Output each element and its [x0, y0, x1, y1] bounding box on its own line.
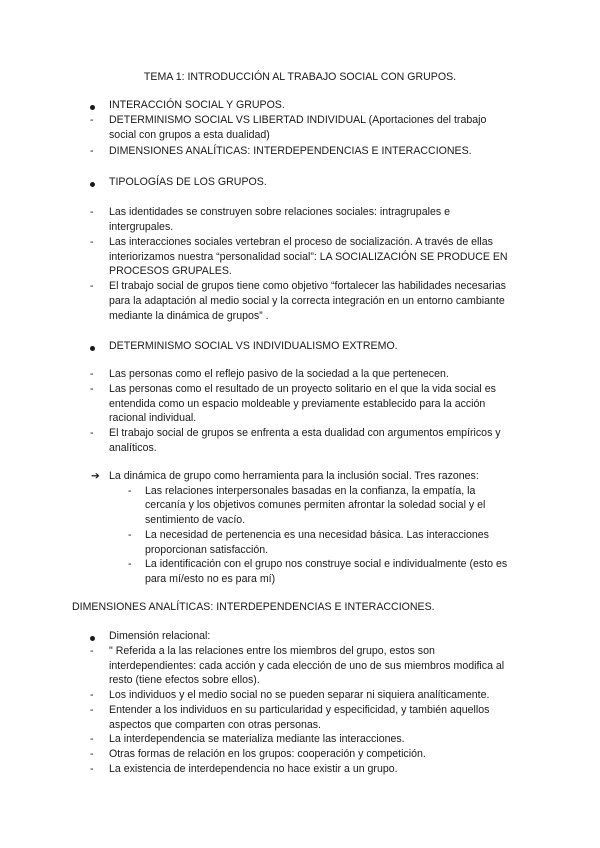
- dash-marker: -: [90, 733, 94, 745]
- list-item-continuation: mediante la dinámica de grupos” .: [109, 310, 269, 322]
- list-item-continuation: aspectos que comparten con otras personas.: [109, 719, 321, 731]
- sub-list-item-continuation: sentimiento de vacío.: [145, 514, 246, 526]
- list-item: INTERACCIÓN SOCIAL Y GRUPOS.: [109, 99, 285, 111]
- list-item: Entender a los individuos en su particularidad y especificidad, y también aquellos: [109, 704, 490, 716]
- list-item-continuation: intergrupales.: [109, 221, 174, 233]
- list-item: Las personas como el reflejo pasivo de la sociedad a la que pertenecen.: [109, 368, 449, 380]
- sub-list-item-continuation: para mí/esto no es para mí): [145, 573, 276, 585]
- list-item: Las personas como el resultado de un proyecto solitario en el que la vida social es: [109, 383, 496, 395]
- dash-marker: -: [90, 236, 94, 248]
- sub-list-item-continuation: cercanía y los objetivos comunes permiten afrontar la soledad social y el: [145, 499, 486, 511]
- sub-list-item: La necesidad de pertenencia es una necesidad básica. Las interacciones: [145, 529, 489, 541]
- sub-list-item: Las relaciones interpersonales basadas en la confianza, la empatía, la: [145, 485, 476, 497]
- dash-marker: -: [90, 145, 94, 157]
- list-item-continuation: entendida como un espacio moldeable y previamente establecido para la acción: [109, 398, 486, 410]
- dash-marker: -: [90, 763, 94, 775]
- dash-marker: -: [90, 689, 94, 701]
- list-item-continuation: PROCESOS GRUPALES.: [109, 265, 232, 277]
- list-item: DETERMINISMO SOCIAL VS LIBERTAD INDIVIDUAL (Aportaciones del trabajo: [109, 114, 487, 126]
- bullet-dot: [90, 342, 95, 357]
- page-title: TEMA 1: INTRODUCCIÓN AL TRABAJO SOCIAL CON GRUPOS.: [143, 71, 457, 83]
- section-heading: DIMENSIONES ANALÍTICAS: INTERDEPENDENCIAS E INTERACCIONES.: [72, 601, 435, 613]
- list-item-continuation: analíticos.: [109, 442, 157, 454]
- section-heading: DETERMINISMO SOCIAL VS INDIVIDUALISMO EXTREMO.: [109, 340, 398, 352]
- dash-marker: -: [128, 485, 132, 497]
- dash-marker: -: [90, 704, 94, 716]
- section-heading: TIPOLOGÍAS DE LOS GRUPOS.: [109, 176, 267, 188]
- dash-marker: -: [90, 280, 94, 292]
- dash-marker: -: [90, 748, 94, 760]
- list-item: DIMENSIONES ANALÍTICAS: INTERDEPENDENCIAS E INTERACCIONES.: [109, 145, 472, 157]
- list-item: Las interacciones sociales vertebran el proceso de socialización. A través de ellas: [109, 236, 493, 248]
- dash-marker: -: [128, 558, 132, 570]
- list-item: Dimensión relacional:: [109, 630, 211, 642]
- list-item-continuation: para la adaptación al medio social y la correcta integración en un entorno cambiante: [109, 295, 505, 307]
- list-item: La interdependencia se materializa mediante las interacciones.: [109, 733, 405, 745]
- bullet-dot: [90, 178, 95, 193]
- dash-marker: -: [128, 529, 132, 541]
- dash-marker: -: [90, 368, 94, 380]
- dash-marker: -: [90, 383, 94, 395]
- list-item-continuation: racional individual.: [109, 412, 197, 424]
- list-item-continuation: resto (tiene efectos sobre ellos).: [109, 674, 260, 686]
- dash-marker: -: [90, 206, 94, 218]
- dash-marker: -: [90, 427, 94, 439]
- dash-marker: -: [90, 645, 94, 657]
- list-item: " Referida a la las relaciones entre los miembros del grupo, estos son: [109, 645, 435, 657]
- list-item-continuation: social con grupos a esta dualidad): [109, 129, 270, 141]
- arrow-icon: ➔: [91, 470, 100, 482]
- list-item: La dinámica de grupo como herramienta para la inclusión social. Tres razones:: [109, 470, 479, 482]
- sub-list-item-continuation: proporcionan satisfacción.: [145, 544, 269, 556]
- sub-list-item: La identificación con el grupo nos construye social e individualmente (esto es: [145, 558, 508, 570]
- list-item-continuation: interiorizamos nuestra “personalidad social”: LA SOCIALIZACIÓN SE PRODUCE EN: [109, 251, 508, 263]
- list-item: La existencia de interdependencia no hace existir a un grupo.: [109, 763, 398, 775]
- list-item-continuation: interdependientes: cada acción y cada elección de uno de sus miembros modifica al: [109, 660, 505, 672]
- list-item: Los individuos y el medio social no se pueden separar ni siquiera analíticamente.: [109, 689, 490, 701]
- list-item: El trabajo social de grupos tiene como objetivo “fortalecer las habilidades necesarias: [109, 280, 506, 292]
- list-item: Otras formas de relación en los grupos: cooperación y competición.: [109, 748, 426, 760]
- list-item: Las identidades se construyen sobre relaciones sociales: intragrupales e: [109, 206, 450, 218]
- dash-marker: -: [90, 114, 94, 126]
- list-item: El trabajo social de grupos se enfrenta a esta dualidad con argumentos empíricos y: [109, 427, 501, 439]
